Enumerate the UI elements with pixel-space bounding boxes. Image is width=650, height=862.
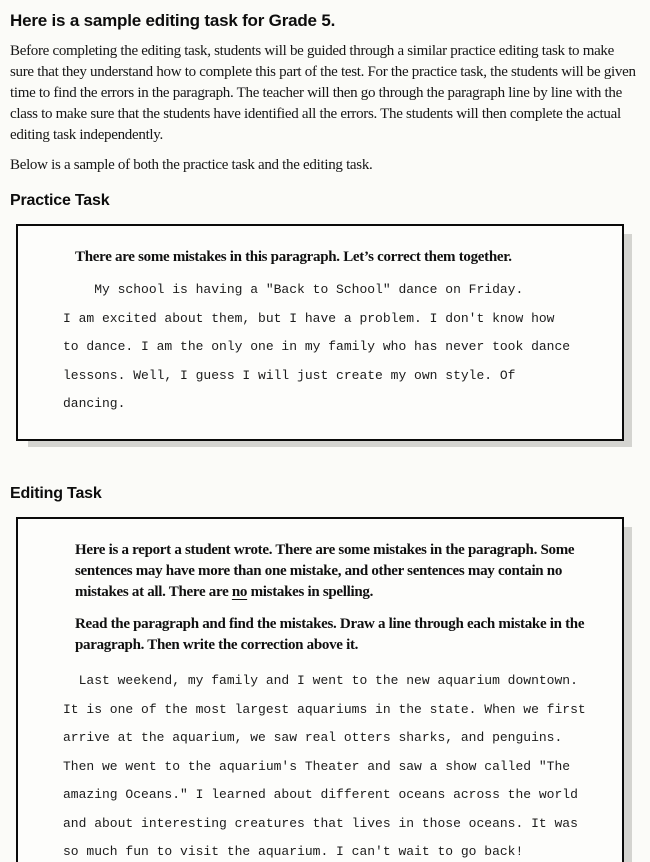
typed-line: Then we went to the aquarium's Theater and saw a show called "The xyxy=(63,758,571,774)
typed-line: My school is having a "Back to School" dance on Friday. xyxy=(63,282,524,297)
editing-task-heading: Editing Task xyxy=(10,485,102,502)
section-spacer xyxy=(10,441,636,469)
practice-task-heading: Practice Task xyxy=(10,192,110,209)
intro-paragraph: Before completing the editing task, students will be guided through a similar practice editing task to make sure that they understand how to complete this part of the test. For the practice task, the students will be given time to find the errors in the paragraph. The teacher will then go through the paragraph line by line with the class to make sure that the students have identified all the errors. The students will then complete the actual editing task independently. xyxy=(10,43,636,143)
page-title: Here is a sample editing task for Grade 5. xyxy=(10,11,336,30)
editing-instructions-2: Read the paragraph and find the mistakes. Draw a line through each mistake in the paragraph. Then write the correction above it. xyxy=(75,616,585,653)
typed-line: It is one of the most largest aquariums in the state. When we first xyxy=(63,701,586,717)
below-sample-note: Below is a sample of both the practice task and the editing task. xyxy=(10,157,373,173)
editing-instructions-1-start: Here is a report a student wrote. There are some mistakes in the paragraph. Some sentences may have more than one mistake, and other sentences may contain no mistakes at all. There are xyxy=(75,542,575,600)
typed-line: so much fun to visit the aquarium. I can't wait to go back! xyxy=(63,844,524,859)
editing-instructions-1-end: mistakes in spelling. xyxy=(247,584,374,600)
typed-line: Last weekend, my family and I went to the new aquarium downtown. xyxy=(63,673,578,688)
editing-task-box xyxy=(16,517,624,862)
practice-typed-paragraph xyxy=(63,276,596,419)
typed-line: amazing Oceans." I learned about different oceans across the world xyxy=(63,787,578,802)
editing-instructions-1 xyxy=(75,540,590,603)
editing-instructions-underlined-no: no xyxy=(231,584,248,600)
typed-line: lessons. Well, I guess I will just create my own style. Of xyxy=(63,367,516,383)
typed-line: to dance. I am the only one in my family who has never took dance xyxy=(63,339,571,354)
editing-typed-paragraph xyxy=(63,667,596,862)
typed-line: and about interesting creatures that lives in those oceans. It was xyxy=(63,815,578,831)
practice-task-box xyxy=(16,224,624,441)
typed-line: arrive at the aquarium, we saw real otters sharks, and penguins. xyxy=(63,730,563,745)
typed-line: I am excited about them, but I have a problem. I don't know how xyxy=(63,310,555,326)
practice-instructions: There are some mistakes in this paragraph. Let’s correct them together. xyxy=(75,249,512,265)
typed-line: dancing. xyxy=(63,396,126,411)
